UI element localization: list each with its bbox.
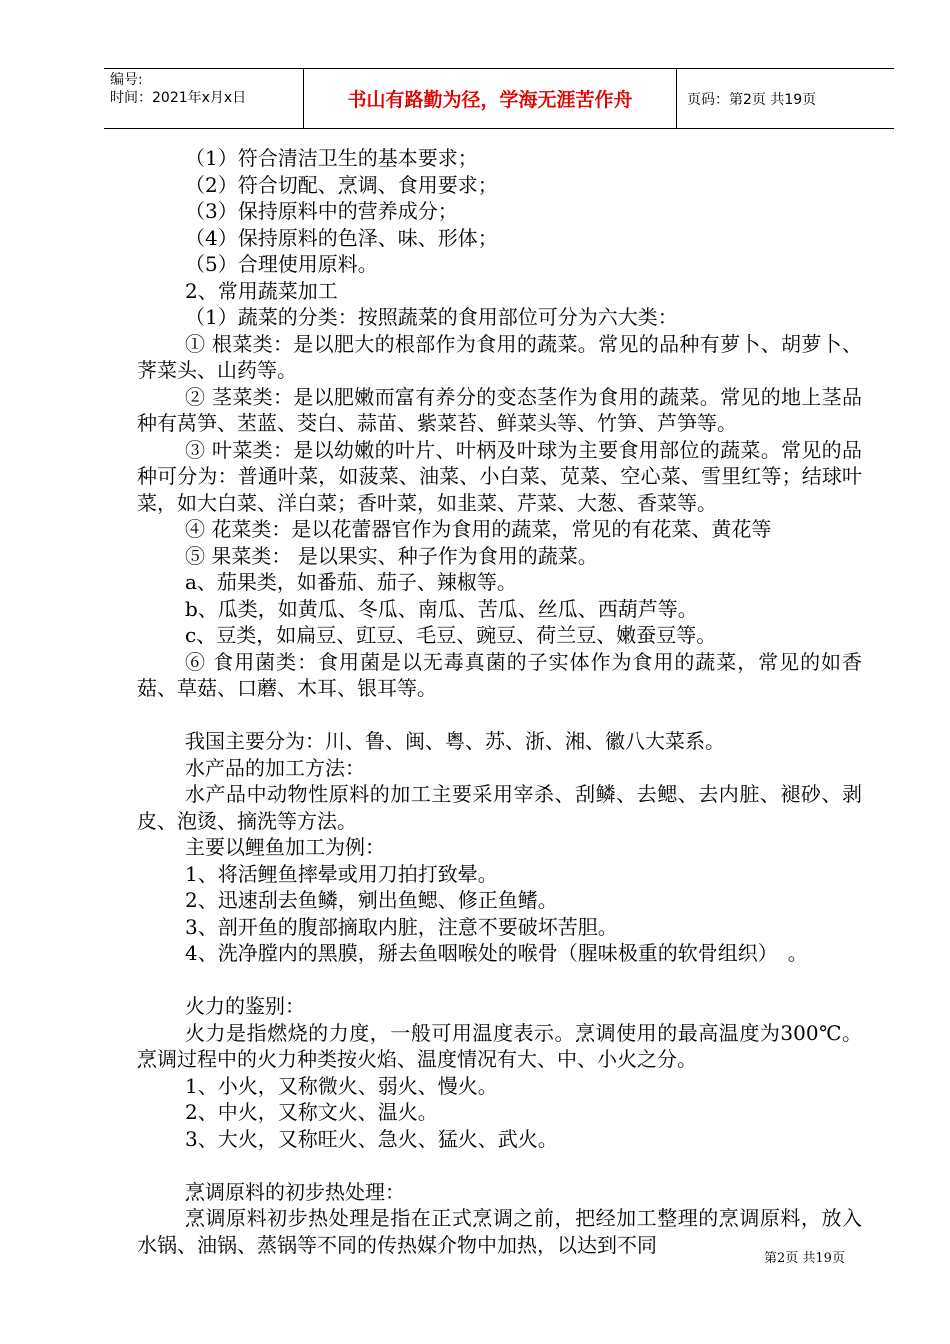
body-paragraph: 2、中火，又称文火、温火。 <box>185 1100 438 1124</box>
body-paragraph: ⑤ 果菜类： 是以果实、种子作为食用的蔬菜。 <box>185 543 598 568</box>
body-paragraph: ① 根菜类：是以肥大的根部作为食用的蔬菜。常见的品种有萝卜、胡萝卜、荠菜头、山药等。 <box>137 331 862 382</box>
body-paragraph: b、瓜类，如黄瓜、冬瓜、南瓜、苦瓜、丝瓜、西葫芦等。 <box>185 596 698 621</box>
body-paragraph: 火力的鉴别： <box>185 994 305 1018</box>
body-paragraph: ④ 花菜类：是以花蕾器官作为食用的蔬菜，常见的有花菜、黄花等 <box>185 517 772 541</box>
body-paragraph: （4）保持原料的色泽、味、形体； <box>185 225 498 250</box>
page-footer: 第2页 共19页 <box>764 1251 845 1266</box>
body-paragraph: 3、大火，又称旺火、急火、猛火、武火。 <box>185 1126 558 1151</box>
body-paragraph: （2）符合切配、烹调、食用要求； <box>185 172 498 197</box>
body-paragraph: （5）合理使用原料。 <box>185 252 378 276</box>
body-paragraph: （3）保持原料中的营养成分； <box>185 199 458 223</box>
body-paragraph: 1、将活鲤鱼摔晕或用刀拍打致晕。 <box>185 861 498 886</box>
document-number-label: 编号: <box>110 72 143 88</box>
body-paragraph: 4、洗净膛内的黑膜，掰去鱼咽喉处的喉骨（腥味极重的软骨组织） 。 <box>185 941 808 965</box>
body-paragraph: 水产品中动物性原料的加工主要采用宰杀、刮鳞、去鳃、去内脏、褪砂、剥皮、泡烫、摘洗等方法。 <box>137 782 862 833</box>
body-paragraph: 火力是指燃烧的力度，一般可用温度表示。烹调使用的最高温度为300℃。烹调过程中的火力种类按火焰、温度情况有大、中、小火之分。 <box>137 1020 862 1071</box>
body-paragraph: 我国主要分为：川、鲁、闽、粤、苏、浙、湘、徽八大菜系。 <box>185 729 725 753</box>
body-paragraph: 3、剖开鱼的腹部摘取内脏，注意不要破坏苦胆。 <box>185 914 618 939</box>
body-paragraph: a、茄果类，如番茄、茄子、辣椒等。 <box>185 570 517 594</box>
body-paragraph: 2、常用蔬菜加工 <box>185 278 338 303</box>
paragraph-spacer <box>137 1152 862 1179</box>
body-paragraph: 水产品的加工方法： <box>185 755 365 780</box>
header-meta-cell <box>104 69 303 128</box>
body-paragraph: 1、小火，又称微火、弱火、慢火。 <box>185 1073 498 1098</box>
body-paragraph: 烹调原料初步热处理是指在正式烹调之前，把经加工整理的烹调原料，放入水锅、油锅、蒸锅等不同的传热媒介物中加热，以达到不同 <box>137 1206 862 1257</box>
body-paragraph: ⑥ 食用菌类：食用菌是以无毒真菌的子实体作为食用的蔬菜，常见的如香菇、草菇、口蘑、木耳、银耳等。 <box>137 649 862 700</box>
body-paragraph: ③ 叶菜类：是以幼嫩的叶片、叶柄及叶球为主要食用部位的蔬菜。常见的品种可分为：普通叶菜，如菠菜、油菜、小白菜、苋菜、空心菜、雪里红等；结球叶菜，如大白菜、洋白菜；香叶菜，如韭菜、芹菜、大葱、香菜等。 <box>137 437 862 515</box>
document-time-label: 时间：2021年x月x日 <box>110 90 247 106</box>
body-paragraph: 主要以鲤鱼加工为例： <box>185 835 385 859</box>
header-motto: 书山有路勤为径，学海无涯苦作舟 <box>303 69 677 128</box>
header-page-info: 页码：第2页 共19页 <box>687 91 817 108</box>
body-paragraph: 2、迅速刮去鱼鳞，剜出鱼鳃、修正鱼鳍。 <box>185 888 558 912</box>
body-paragraph: ② 茎菜类：是以肥嫩而富有养分的变态茎作为食用的蔬菜。常见的地上茎品种有莴笋、苤蓝、茭白、蒜苗、紫菜苔、鲜菜头等、竹笋、芦笋等。 <box>137 384 862 435</box>
paragraph-spacer <box>137 702 862 729</box>
body-paragraph: （1）蔬菜的分类：按照蔬菜的食用部位可分为六大类： <box>185 305 678 329</box>
paragraph-spacer <box>137 967 862 994</box>
body-paragraph: c、豆类，如扁豆、豇豆、毛豆、豌豆、荷兰豆、嫩蚕豆等。 <box>185 623 717 647</box>
document-body <box>137 145 862 1258</box>
page-header <box>104 68 894 129</box>
body-paragraph: 烹调原料的初步热处理： <box>185 1179 405 1204</box>
body-paragraph: （1）符合清洁卫生的基本要求； <box>185 146 478 170</box>
